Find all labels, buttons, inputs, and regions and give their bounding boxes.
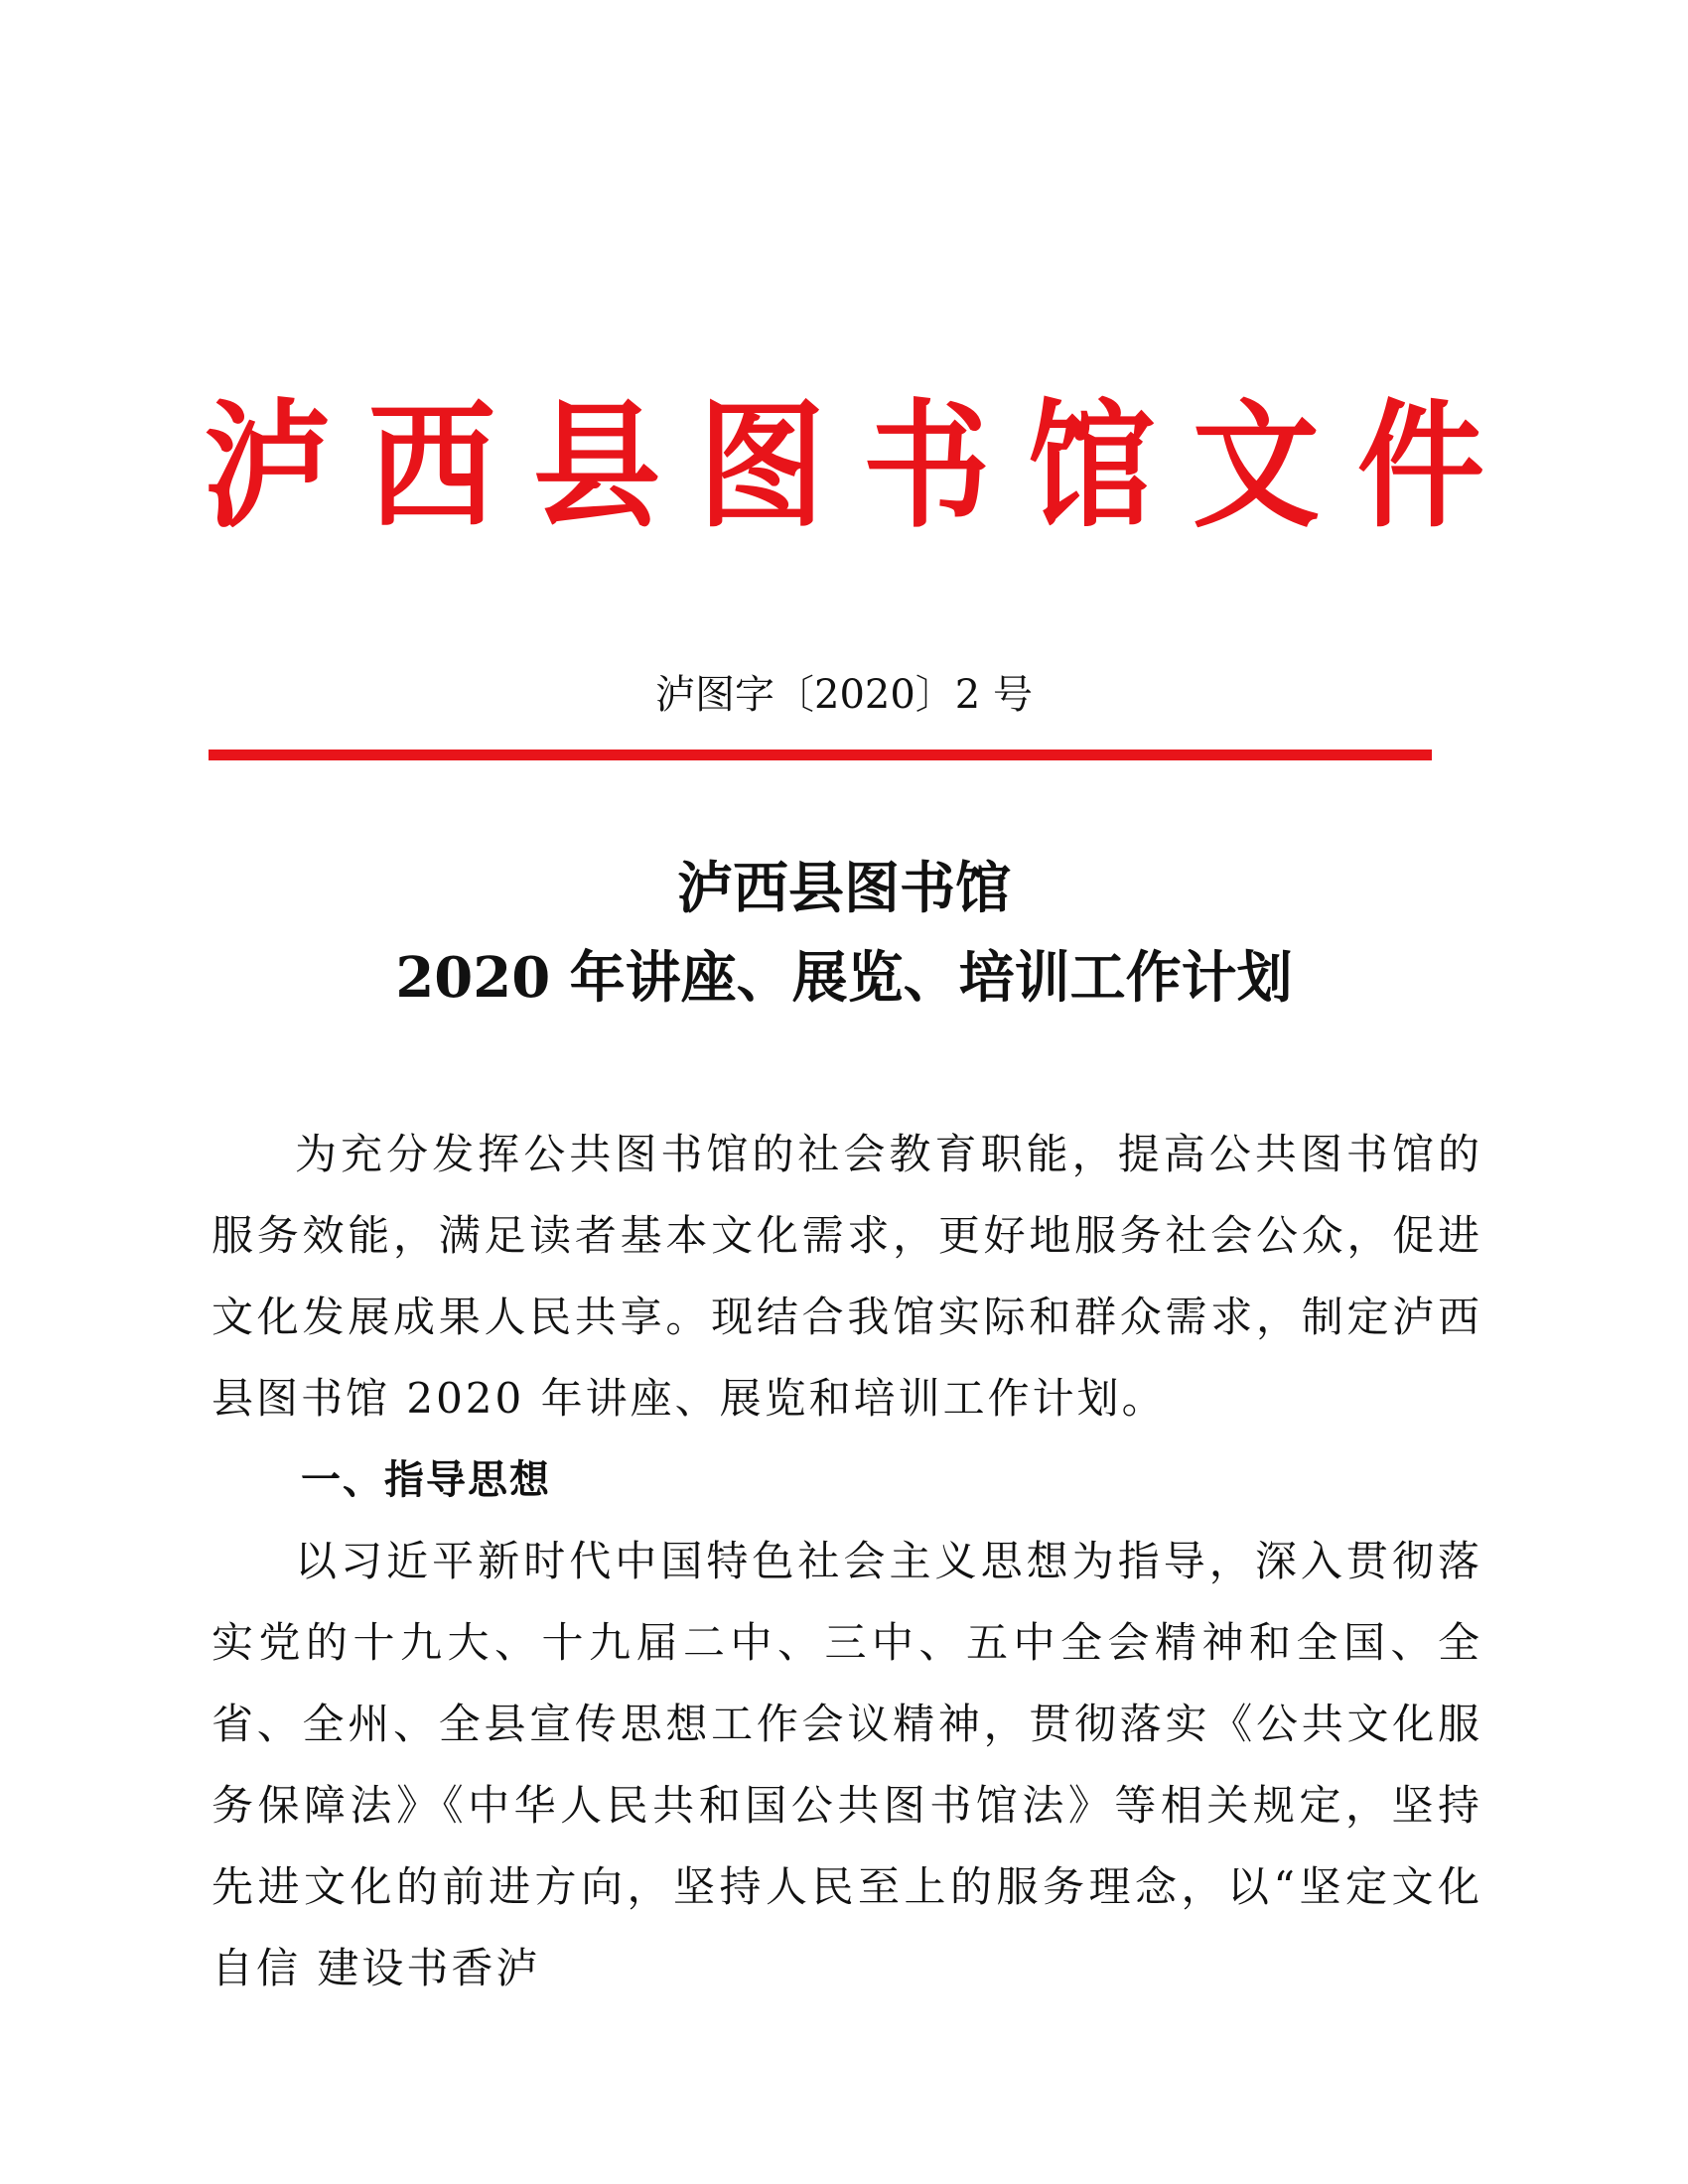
masthead-char: 馆 (1027, 386, 1155, 547)
masthead-title (204, 387, 1484, 546)
masthead-char: 文 (1192, 386, 1320, 547)
masthead-char: 件 (1356, 386, 1484, 547)
masthead-char: 图 (697, 386, 825, 547)
masthead-char: 泸 (204, 386, 332, 547)
document-number: 泸图字〔2020〕2 号 (655, 672, 1033, 718)
section-paragraph: 以习近平新时代中国特色社会主义思想为指导，深入贯彻落实党的十九大、十九届二中、三中、五中全会精神和全国、全省、全州、全县宣传思想工作会议精神，贯彻落实《公共文化服务保障法》《中华人民共和国公共图书馆法》等相关规定，坚持先进文化的前进方向，坚持人民至上的服务理念，以“坚定文化自信 建设书香泸 (211, 1537, 1482, 1992)
section-heading: 一、指导思想 (301, 1457, 551, 1503)
masthead-char: 县 (532, 386, 660, 547)
document-title-line1: 泸西县图书馆 (677, 856, 1011, 921)
masthead-char: 西 (367, 386, 495, 547)
document-title-line2: 2020 年讲座、展览、培训工作计划 (395, 945, 1293, 1011)
masthead-char: 书 (862, 386, 990, 547)
intro-paragraph: 为充分发挥公共图书馆的社会教育职能，提高公共图书馆的服务效能，满足读者基本文化需求，更好地服务社会公众，促进文化发展成果人民共享。现结合我馆实际和群众需求，制定泸西县图书馆 2020 年讲座、展览和培训工作计划。 (211, 1130, 1482, 1423)
document-body (211, 1114, 1482, 2009)
red-divider-line (209, 750, 1432, 760)
